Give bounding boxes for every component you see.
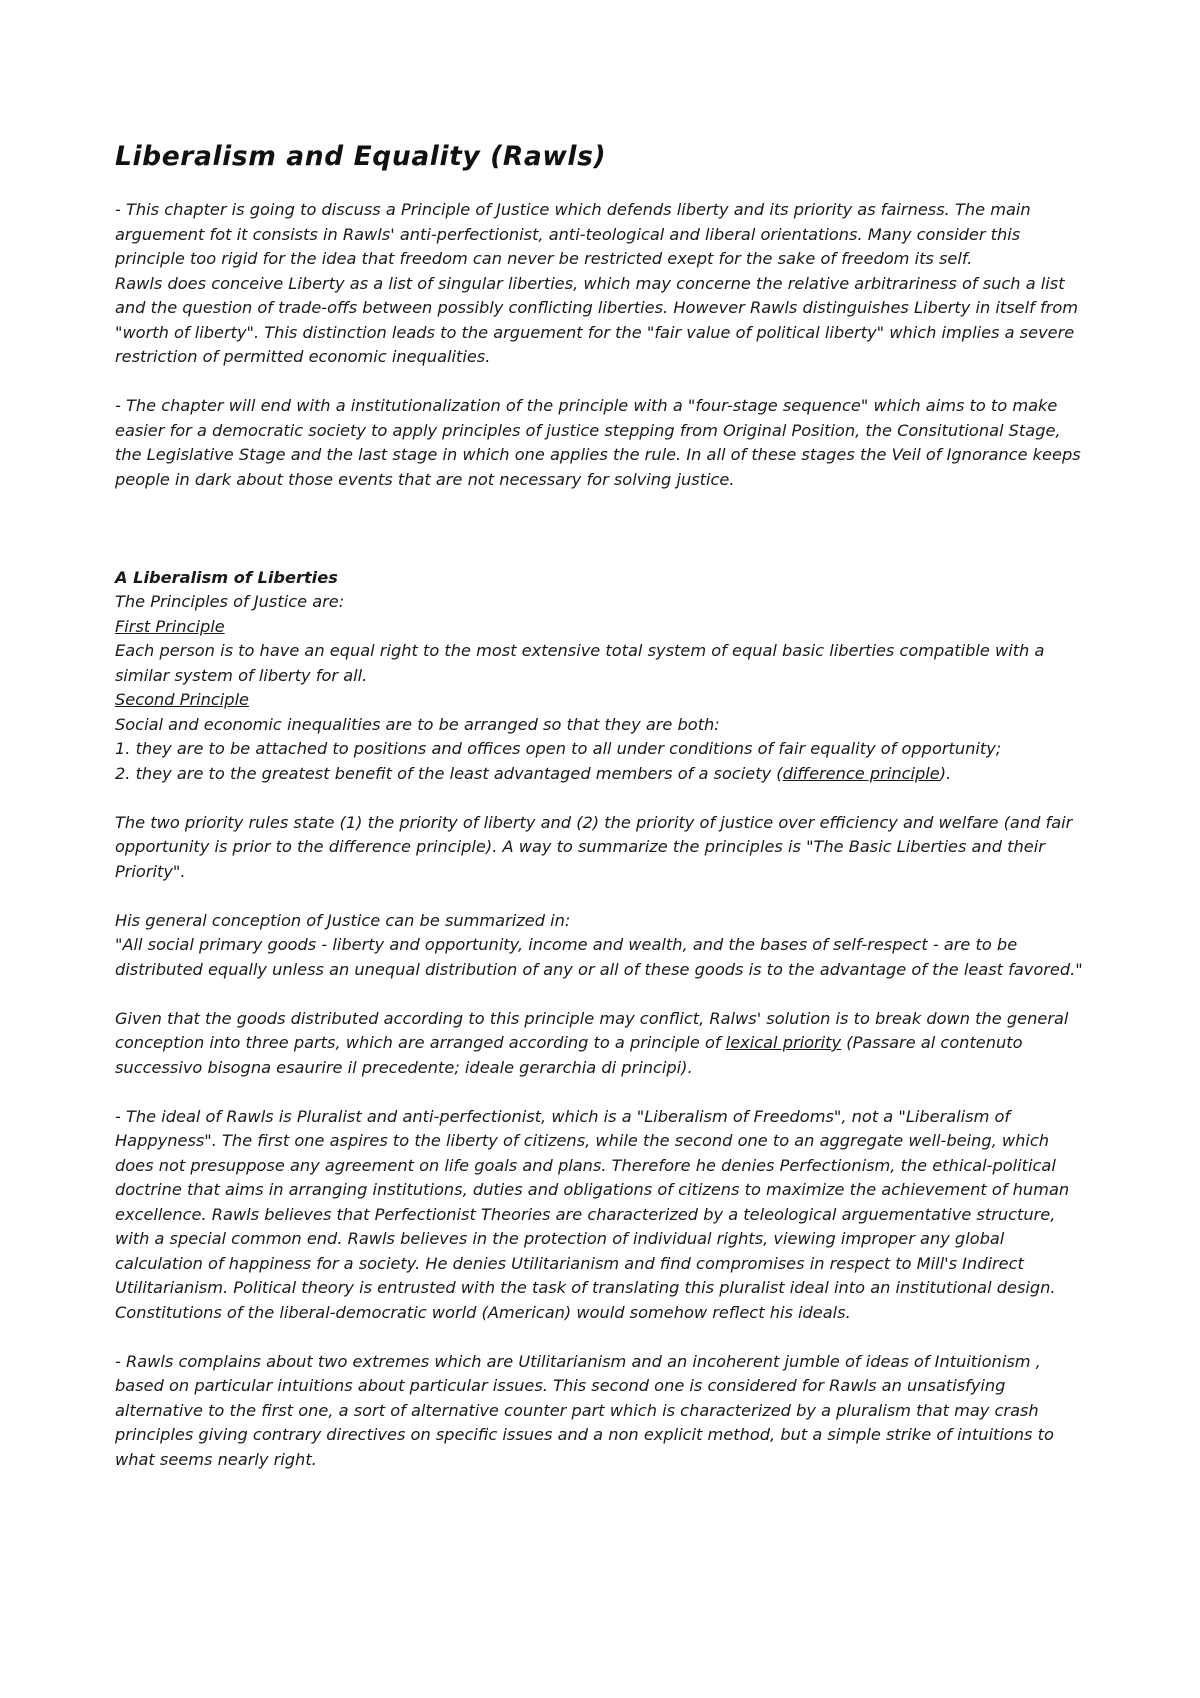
priority-paragraph: The two priority rules state (1) the priority of liberty and (2) the priority of justice over efficiency and welfare (and fair opportunity is prior to the difference principle). A way to summarize the principles is "The Basic Liberties and their Priority".: [115, 812, 1073, 881]
pluralist-paragraph: - The ideal of Rawls is Pluralist and anti-perfectionist, which is a "Liberalism of Freedoms", not a "Liberalism of Happyness". The first one aspires to the liberty of citizens, while the second one to an aggregate well-being, which does not presuppose any agreement on life goals and plans. Therefore he denies Perfectionism, the ethical-political doctrine that aims in arranging institutions, duties and obligations of citizens to maximize the achievement of human excellence. Rawls believes that Perfectionist Theories are characterized by a teleological arguementative structure, with a special common end. Rawls believes in the protection of individual rights, viewing improper any global calculation of happiness for a society. He denies Utilitarianism and find compromises in respect to Mill's Indirect Utilitarianism. Political theory is entrusted with the task of translating this pluralist ideal into an institutional design. Constitutions of the liberal-democratic world (American) would somehow reflect his ideals.: [115, 1106, 1070, 1322]
lexical-text: Given that the goods distributed according to this principle may conflict, Ralws' solution is to break down the general conception into three parts, which are arranged according to a principle of: [115, 1008, 1069, 1052]
lexical-priority-term: lexical priority: [725, 1033, 842, 1052]
lexical-priority-paragraph: [115, 1007, 1090, 1081]
general-conception-paragraph: [115, 909, 1090, 983]
second-principle-label: Second Principle: [115, 690, 250, 709]
general-quote: "All social primary goods - liberty and opportunity, income and wealth, and the bases of self-respect - are to be distributed equally unless an unequal distribution of any or all of these goods is to the advantage of the least favored.": [115, 935, 1083, 979]
difference-principle-term: difference principle: [782, 763, 940, 783]
page-title: Liberalism and Equality (Rawls): [115, 141, 607, 172]
first-principle-label: First Principle: [115, 616, 225, 636]
intuitionism-paragraph: - Rawls complains about two extremes which are Utilitarianism and an incoherent jumble of ideas of Intuitionism , based on particular intuitions about particular issues. This second one is considered for Rawls an unsatisfying alternative to the first one, a sort of alternative counter part which is characterized by a pluralism that may crash principles giving contrary directives on specific issues and a non explicit method, but a simple strike of intuitions to what seems nearly right.: [115, 1351, 1054, 1469]
second-principle-item: 1. they are to be attached to positions and offices open to all under conditions of fair equality of opportunity;: [115, 739, 1002, 758]
intro-paragraph: [115, 198, 1090, 370]
intro-paragraph: - The chapter will end with a institutionalization of the principle with a "four-stage sequence" which aims to to make easier for a democratic society to apply principles of justice stepping from Original Position, the Consitutional Stage, the Legislative Stage and the last stage in which one applies the rule. In all of these stages the Veil of Ignorance keeps people in dark about those events that are not necessary for solving justice.: [115, 396, 1081, 489]
document-body: [115, 140, 1090, 1497]
item-text: ).: [939, 763, 952, 783]
section-heading: A Liberalism of Liberties: [115, 567, 338, 587]
second-principle-item: [115, 762, 1090, 787]
intro-text: - This chapter is going to discuss a Principle of Justice which defends liberty and its priority as fairness. The main arguement fot it consists in Rawls' anti-perfectionist, anti-teological and liberal orientations. Many consider this principle too rigid for the idea that freedom can never be restricted exept for the sake of freedom its self.: [115, 200, 1031, 268]
principles-intro: The Principles of Justice are:: [115, 592, 345, 611]
principles-block: [115, 566, 1090, 787]
general-intro: His general conception of Justice can be summarized in:: [115, 910, 571, 930]
first-principle-text: Each person is to have an equal right to the most extensive total system of equal basic liberties compatible with a similar system of liberty for all.: [115, 641, 1045, 685]
intro-text: Rawls does conceive Liberty as a list of singular liberties, which may concerne the relative arbitrariness of such a list and the question of trade-offs between possibly conflicting liberties. However Rawls distinguishes Liberty in itself from "worth of liberty". This distinction leads to the arguement for the "fair value of political liberty" which implies a severe restriction of permitted economic inequalities.: [115, 273, 1078, 366]
second-principle-intro: Social and economic inequalities are to be arranged so that they are both:: [115, 714, 720, 734]
spacer: [115, 517, 1090, 566]
item-text: 2. they are to the greatest benefit of the least advantaged members of a society (: [115, 763, 783, 783]
lexical-text: (Passare al contenuto successivo bisogna esaurire il precedente; ideale gerarchia di principi).: [115, 1033, 1023, 1077]
